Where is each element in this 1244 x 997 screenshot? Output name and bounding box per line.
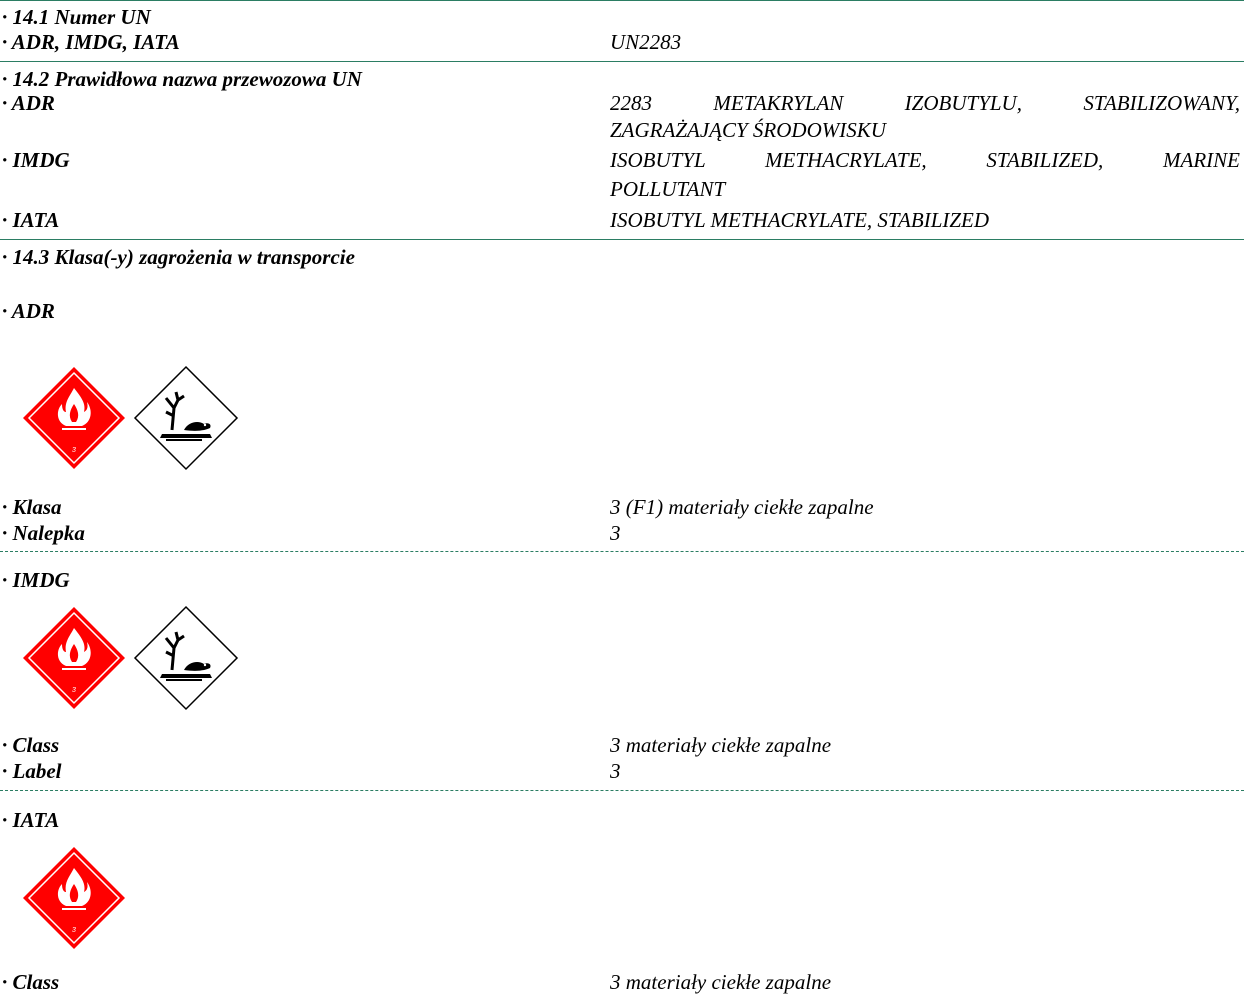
subsection-divider [0, 551, 1244, 552]
imdg-shipping-name-line1: ISOBUTYL METHACRYLATE, STABILIZED, MARINE [610, 148, 1240, 172]
adr-class-label: · Klasa [2, 495, 62, 519]
iata-shipping-name-label: · IATA [2, 208, 60, 232]
adr-class-value: 3 (F1) materiały ciekłe zapalne [610, 495, 874, 519]
subsection-divider [0, 790, 1244, 791]
section-divider [0, 239, 1244, 240]
adr-label-label: · Nalepka [2, 521, 85, 545]
adr-label-value: 3 [610, 521, 621, 545]
iata-class-value: 3 materiały ciekłe zapalne [610, 970, 832, 994]
imdg-environmental-hazard-pictogram [132, 604, 240, 712]
iata-title: · IATA [2, 808, 60, 832]
imdg-class-label: · Class [2, 733, 60, 757]
adr-shipping-name-line1: 2283 METAKRYLAN IZOBUTYLU, STABILIZOWANY, [610, 91, 1240, 115]
imdg-title: · IMDG [2, 568, 70, 592]
adr-environmental-hazard-pictogram [132, 364, 240, 472]
iata-flammable-liquid-pictogram [20, 844, 128, 952]
adr-shipping-name-line2: ZAGRAŻAJĄCY ŚRODOWISKU [610, 118, 886, 142]
imdg-flammable-liquid-pictogram [20, 604, 128, 712]
section-divider [0, 0, 1244, 1]
iata-shipping-name-value: ISOBUTYL METHACRYLATE, STABILIZED [610, 208, 990, 232]
adr-title: · ADR [2, 299, 55, 323]
un-number-value: UN2283 [610, 30, 682, 54]
adr-shipping-name-label: · ADR [2, 91, 55, 115]
un-number-label: · ADR, IMDG, IATA [2, 30, 180, 54]
adr-flammable-liquid-pictogram [20, 364, 128, 472]
section-14-3-heading: · 14.3 Klasa(-y) zagrożenia w transporcie [2, 245, 355, 269]
section-14-2-heading: · 14.2 Prawidłowa nazwa przewozowa UN [2, 67, 362, 91]
imdg-shipping-name-line2: POLLUTANT [610, 177, 726, 201]
section-14-1-heading: · 14.1 Numer UN [2, 5, 151, 29]
imdg-label-value: 3 [610, 759, 621, 783]
iata-class-label: · Class [2, 970, 60, 994]
imdg-shipping-name-label: · IMDG [2, 148, 70, 172]
imdg-label-label: · Label [2, 759, 62, 783]
imdg-class-value: 3 materiały ciekłe zapalne [610, 733, 832, 757]
section-divider [0, 61, 1244, 62]
